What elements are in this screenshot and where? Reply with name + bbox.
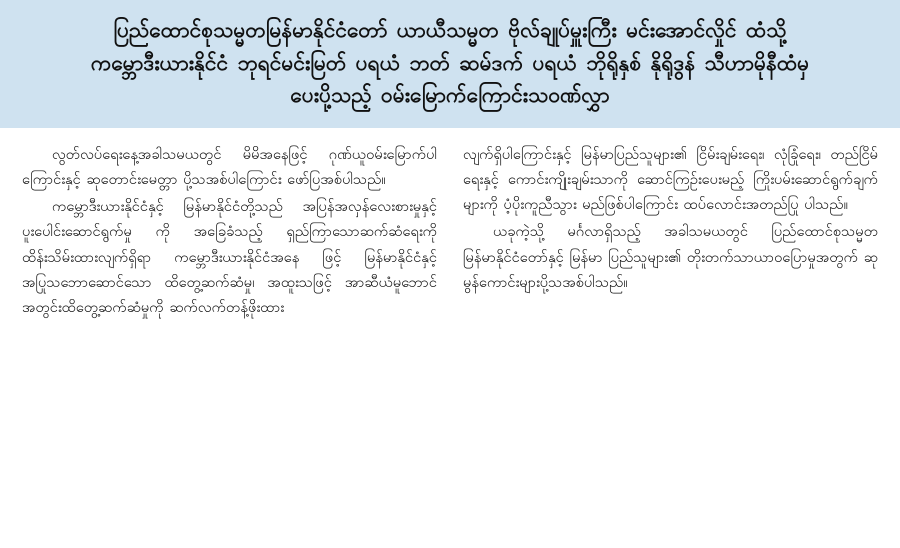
paragraph: ကမ္ဘောဒီးယားနိုင်ငံနှင့် မြန်မာနိုင်ငံတို့သည် အပြန်အလှန်လေးစားမှုနှင့်ပူးပေါင်းဆောင်ရွက်မှု ကို အခြေခံသည့် ရှည်ကြာသောဆက်ဆံရေးကို ထိန်းသိမ်းထားလျက်ရှိရာ ကမ္ဘောဒီးယားနိုင်ငံအနေ ဖြင့် မြန်မာနိုင်ငံနှင့် အပြုသဘောဆောင်သော ထိတွေ့ဆက်ဆံမှု၊ အထူးသဖြင့် အာဆီယံမူဘောင် အတွင်းထိတွေ့ဆက်ဆံမှုကို ဆက်လက်တန့်ဖိုးထား xyxy=(22,198,437,317)
article-body xyxy=(0,128,900,323)
headline-line-3: ပေးပို့သည့် ဝမ်းမြောက်ကြောင်းသဝဏ်လွှာ xyxy=(290,83,610,108)
text-column-left xyxy=(22,142,437,323)
paragraph: ယခုကဲ့သို့ မင်္ဂလာရှိသည့် အခါသမယတွင် ပြည်ထောင်စုသမ္မတမြန်မာနိုင်ငံတော်နှင့် မြန်မာ ပြည်သူများ၏ တိုးတက်သာယာဝပြောမှုအတွက် ဆုမွန်ကောင်းများပို့သအစ်ပါသည်။ xyxy=(463,223,878,292)
headline-banner xyxy=(0,0,900,128)
paragraph: လွတ်လပ်ရေးနေ့အခါသမယတွင် မိမိအနေဖြင့် ဂုဏ်ယူဝမ်းမြောက်ပါကြောင်းနှင့် ဆုတောင်းမေတ္တာ ပို့သအစ်ပါကြောင်း ဖော်ပြအစ်ပါသည်။ xyxy=(22,145,437,188)
headline-line-2: ကမ္ဘောဒီးယားနိုင်ငံ ဘုရင်မင်းမြတ် ပရယံ ဘတ် ဆမ်ဒက် ပရယံ ဘိုရိုနှစ် နိုရိုဒွန် သီဟာမိုနီထံမှ xyxy=(90,50,810,75)
text-column-right xyxy=(463,142,878,323)
headline-line-1: ပြည်ထောင်စုသမ္မတမြန်မာနိုင်ငံတော် ယာယီသမ္မတ ဗိုလ်ချုပ်မှူးကြီး မင်းအောင်လှိုင် ထံသို့ xyxy=(113,18,787,42)
paragraph: လျက်ရှိပါကြောင်းနှင့် မြန်မာပြည်သူများ၏ ငြိမ်းချမ်းရေး၊ လုံခြုံရေး၊ တည်ငြိမ်ရေးနှင့် ကောင်းကျိုးချမ်းသာကို ဆောင်ကြဉ်းပေးမည့် ကြိုးပမ်းဆောင်ရွက်ချက်များကို ပံ့ပိုးကူညီသွား မည်ဖြစ်ပါကြောင်း ထပ်လောင်းအတည်ပြု ပါသည်။ xyxy=(463,145,878,214)
